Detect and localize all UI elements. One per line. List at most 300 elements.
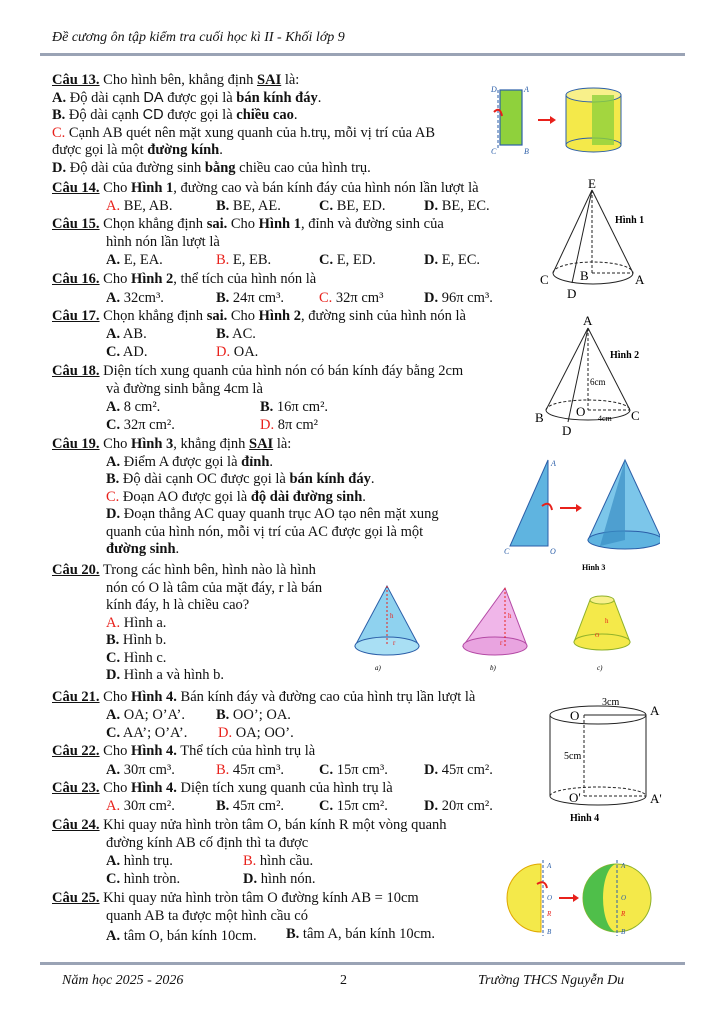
opt-text: 32π cm³: [332, 290, 384, 306]
triangle-shape: [510, 460, 548, 546]
question-17: [52, 308, 466, 326]
cylinder-bottom-back: [550, 787, 646, 796]
opt-bold: đường sinh: [106, 541, 176, 557]
q-text: đường kính AB cố định thì ta được: [106, 834, 309, 851]
q-text: nón có O là tâm của mặt đáy, r là bán: [106, 579, 323, 596]
label-c: C: [491, 147, 497, 156]
option-letter: B.: [52, 107, 66, 123]
q14-opt-b: [216, 198, 281, 216]
opt-text: Hình b.: [119, 632, 167, 648]
opt-text: Hình a và hình b.: [120, 667, 225, 683]
radius-label: r: [500, 639, 503, 647]
opt-text: 8 cm².: [120, 399, 161, 415]
q-text: , thể tích của hình nón là: [173, 271, 317, 287]
q-bold: Hình 3: [130, 436, 174, 452]
cylinder-figure-q13: [488, 80, 638, 160]
q22-opt-a: [106, 762, 175, 780]
q-text: , đỉnh và đường sinh của: [300, 216, 444, 232]
center-label: O: [595, 633, 600, 639]
frustum-bottom: [574, 634, 630, 650]
q-text: Cho: [227, 216, 259, 232]
q-bold: SAI: [249, 436, 274, 452]
option-letter: A.: [106, 326, 121, 342]
opt-text: hình trụ.: [120, 853, 173, 869]
opt-text: AC.: [229, 326, 256, 342]
q14-opt-c: [319, 198, 385, 216]
opt-text: Đoạn AO được gọi là: [119, 488, 251, 505]
q-bold: Hình 4.: [130, 689, 177, 705]
label-r: R: [547, 910, 552, 918]
opt-bold: độ dài đường sinh: [250, 488, 363, 505]
question-label: Câu 25.: [52, 890, 100, 906]
opt-text: Hình c.: [120, 649, 167, 666]
label-b: B: [547, 928, 552, 936]
label-a: A: [524, 85, 529, 94]
answer-letter: C.: [106, 488, 120, 505]
opt-text: 32π cm².: [120, 417, 175, 433]
option-letter: C.: [319, 762, 334, 778]
q24-opt-a: [106, 853, 173, 871]
opt-text: AD.: [120, 344, 148, 360]
height-label: 5cm: [564, 751, 582, 762]
opt-text: 16π cm².: [273, 399, 329, 415]
footer-school: Trường THCS Nguyễn Du: [478, 973, 625, 988]
q22-opt-d: [424, 762, 493, 780]
q-text: , đường sinh của hình nón là: [300, 308, 466, 324]
opt-text: OO’; OA.: [229, 707, 291, 723]
opt-text: 24π cm³.: [229, 290, 285, 306]
q-text: hình nón lần lượt là: [106, 233, 220, 250]
q17-opt-b: [216, 326, 256, 344]
q-text: , khẳng định: [173, 436, 249, 452]
q-bold: Hình 1: [258, 216, 301, 232]
label-a: A: [583, 313, 593, 328]
opt-text: CD: [142, 107, 164, 123]
answer-letter: D.: [260, 417, 275, 433]
q25-opt-a: [106, 928, 257, 946]
option-letter: C.: [319, 798, 334, 814]
opt-text: 20π cm².: [438, 798, 493, 814]
radius-label: 4cm: [598, 414, 612, 423]
question-19: [52, 436, 482, 559]
cone-edge: [592, 190, 633, 273]
q-text: là:: [273, 436, 292, 452]
q17-opt-a: [106, 326, 147, 344]
cone-base-front: [553, 273, 633, 284]
question-label: Câu 21.: [52, 689, 100, 705]
question-label: Câu 19.: [52, 436, 100, 452]
answer-letter: B.: [216, 762, 230, 778]
option-letter: C.: [106, 344, 121, 360]
q14-opt-a: [106, 198, 172, 216]
answer-letter: A.: [106, 798, 121, 814]
q18-opt-c: [106, 417, 175, 435]
opt-text: hình cầu.: [256, 853, 314, 869]
question-20: [52, 562, 322, 685]
opt-bold: chiều cao: [236, 107, 294, 123]
opt-text: được gọi là: [163, 107, 237, 123]
inner-rectangle: [592, 95, 614, 145]
option-letter: B.: [286, 926, 300, 942]
option-letter: B.: [216, 290, 230, 306]
option-letter: B.: [216, 326, 230, 342]
height-label: h: [508, 612, 512, 620]
shapes-figure-q20: [345, 578, 645, 673]
opt-text: E, ED.: [333, 252, 376, 268]
opt-text: 30π cm³.: [120, 762, 175, 778]
opt-text: 30π cm².: [120, 798, 175, 814]
opt-text: OA; O’A’.: [120, 707, 185, 723]
option-letter: A.: [106, 399, 121, 415]
question-label: Câu 24.: [52, 817, 100, 833]
q15-opt-b: [216, 252, 271, 270]
option-letter: D.: [52, 159, 67, 176]
opt-text: 32cm³.: [120, 290, 164, 306]
opt-text: tâm O, bán kính 10cm.: [120, 928, 257, 944]
footer-year: Năm học 2025 - 2026: [62, 973, 184, 988]
question-15: [52, 216, 444, 251]
q-bold: Hình 4.: [130, 780, 177, 796]
question-label: Câu 20.: [52, 562, 100, 578]
opt-text: Hình a.: [120, 614, 167, 631]
cone-figure-3: [500, 448, 660, 573]
q25-opt-b: [286, 926, 435, 944]
label-o: O: [570, 708, 580, 723]
label-a: A: [547, 862, 552, 870]
label-r: R: [621, 910, 626, 918]
answer-letter: C.: [319, 290, 333, 306]
opt-text: BE, EC.: [438, 198, 490, 214]
q-text: Cho: [227, 308, 259, 324]
option-letter: B.: [216, 798, 230, 814]
question-label: Câu 18.: [52, 363, 100, 379]
opt-text: E, EB.: [229, 252, 272, 268]
q-text: Diện tích xung quanh của hình nón có bán kính đáy bằng 2cm: [99, 363, 464, 379]
arrow-head-icon: [573, 894, 579, 902]
label-e: E: [588, 178, 596, 191]
opt-text: quanh của hình nón, mỗi vị trí của AC được gọi là một: [106, 523, 424, 540]
q-text: Chọn khẳng định: [99, 308, 207, 324]
q17-opt-d: [216, 344, 258, 362]
label-o2: O': [569, 790, 581, 805]
opt-text: .: [219, 142, 223, 158]
q15-opt-a: [106, 252, 163, 270]
opt-text: OA.: [230, 344, 259, 360]
answer-letter: A.: [106, 198, 121, 214]
radius-label: r: [393, 639, 396, 647]
opt-bold: bán kính đáy: [289, 471, 371, 487]
q18-opt-a: [106, 399, 160, 417]
label-o: O: [576, 404, 586, 419]
option-letter: C.: [106, 417, 121, 433]
q-text: Cho: [99, 271, 131, 287]
label-d: D: [567, 286, 577, 301]
answer-letter: B.: [243, 853, 257, 869]
q-text: Khi quay nửa hình tròn tâm O, bán kính R một vòng quanh: [99, 817, 447, 833]
question-label: Câu 15.: [52, 216, 100, 232]
opt-text: DA: [143, 89, 164, 106]
question-14: [52, 180, 479, 198]
q23-opt-a: [106, 798, 175, 816]
cone-figure-1: [535, 178, 685, 303]
label-c: C: [540, 272, 549, 287]
q22-opt-c: [319, 762, 388, 780]
opt-text: 15π cm².: [333, 798, 388, 814]
q23-opt-b: [216, 798, 284, 816]
caption-a: a): [375, 664, 381, 672]
opt-bold: bán kính đáy: [236, 89, 318, 106]
opt-text: Độ dài cạnh: [65, 107, 143, 123]
question-16: [52, 271, 316, 289]
opt-text: tâm A, bán kính 10cm.: [299, 926, 436, 942]
opt-text: 15π cm³.: [333, 762, 388, 778]
q-text: Cho: [99, 743, 131, 759]
q21-opt-c: [106, 725, 187, 743]
label-a: A: [621, 862, 626, 870]
q16-opt-d: [424, 290, 493, 308]
opt-text: .: [370, 471, 375, 487]
option-letter: C.: [106, 871, 121, 887]
option-letter: D.: [106, 506, 121, 522]
opt-text: Độ dài cạnh OC được gọi là: [119, 471, 290, 487]
figure-caption: Hình 4: [570, 813, 600, 824]
arrow-head-icon: [550, 116, 556, 124]
q-text: Cho: [99, 689, 131, 705]
label-o: O: [547, 894, 553, 902]
q-text: Khi quay nửa hình tròn tâm O đường kính AB = 10cm: [99, 890, 419, 906]
q-text: Bán kính đáy và đường cao của hình trụ lần lượt là: [176, 689, 476, 705]
opt-text: E, EC.: [438, 252, 480, 268]
option-letter: D.: [424, 798, 439, 814]
label-c: C: [504, 547, 510, 556]
cone-base-front: [546, 410, 630, 420]
cylinder-bottom-front: [550, 796, 646, 805]
opt-text: AA’; O’A’.: [120, 725, 188, 741]
q-bold: Hình 2: [130, 271, 174, 287]
label-b: B: [621, 928, 626, 936]
answer-letter: C.: [52, 124, 66, 141]
option-letter: D.: [243, 871, 258, 887]
q15-opt-c: [319, 252, 376, 270]
option-letter: B.: [106, 471, 120, 487]
answer-letter: A.: [106, 614, 121, 631]
height-label: 6cm: [590, 377, 606, 387]
height-label: h: [605, 617, 609, 625]
q21-opt-a: [106, 707, 185, 725]
figure-caption: Hình 2: [610, 350, 640, 361]
q-text: Thể tích của hình trụ là: [176, 743, 316, 759]
page-number: 2: [340, 973, 347, 988]
cone-edge: [546, 328, 588, 410]
opt-text: Cạnh AB quét nên mặt xung quanh của h.trụ, mỗi vị trí của AB: [65, 124, 435, 141]
opt-text: OA; OO’.: [232, 725, 294, 741]
caption-c: c): [597, 664, 603, 672]
question-25: [52, 890, 419, 925]
answer-letter: D.: [218, 725, 233, 741]
question-label: Câu 14.: [52, 180, 100, 196]
option-letter: C.: [106, 649, 121, 666]
q-bold: Hình 1: [130, 180, 174, 196]
label-b: B: [524, 147, 529, 156]
opt-text: .: [269, 453, 274, 470]
question-23: [52, 780, 393, 798]
q-text: Cho: [99, 180, 131, 196]
label-b: B: [580, 268, 589, 283]
option-letter: B.: [106, 632, 120, 648]
opt-text: .: [362, 488, 366, 505]
option-letter: C.: [106, 725, 121, 741]
q21-opt-b: [216, 707, 291, 725]
q-text: Trong các hình bên, hình nào là hình: [99, 562, 316, 578]
label-b: B: [535, 410, 544, 425]
frustum-top: [590, 596, 614, 604]
q-bold: Hình 4.: [130, 743, 177, 759]
option-letter: C.: [319, 198, 334, 214]
question-label: Câu 17.: [52, 308, 100, 324]
cone-edge: [588, 328, 630, 410]
q16-opt-b: [216, 290, 284, 308]
question-label: Câu 22.: [52, 743, 100, 759]
option-letter: A.: [106, 707, 121, 723]
label-o: O: [621, 894, 627, 902]
q-text: kính đáy, h là chiều cao?: [106, 597, 250, 613]
opt-text: 45π cm².: [229, 798, 285, 814]
q16-opt-c: [319, 290, 383, 308]
opt-text: 96π cm³.: [438, 290, 493, 306]
opt-bold: bằng: [204, 159, 236, 176]
opt-bold: đỉnh: [241, 453, 270, 470]
q-bold: SAI: [257, 72, 282, 88]
opt-text: BE, AE.: [229, 198, 281, 214]
opt-text: Đoạn thẳng AC quay quanh trục AO tạo nên mặt xung: [120, 506, 439, 522]
q16-opt-a: [106, 290, 164, 308]
q18-opt-b: [260, 399, 328, 417]
opt-text: BE, AB.: [120, 198, 173, 214]
question-22: [52, 743, 315, 761]
option-letter: B.: [260, 399, 274, 415]
arrow-head-icon: [576, 504, 582, 512]
opt-text: hình nón.: [257, 871, 316, 887]
q-text: Cho hình bên, khẳng định: [99, 72, 258, 88]
q21-opt-d: [218, 725, 294, 743]
q-bold: sai.: [206, 308, 228, 324]
option-letter: D.: [424, 290, 439, 306]
opt-text: .: [175, 541, 180, 557]
q22-opt-b: [216, 762, 284, 780]
caption-b: b): [490, 664, 496, 672]
q-text: , đường cao và bán kính đáy của hình nón lần lượt là: [173, 180, 479, 196]
opt-text: E, EA.: [120, 252, 163, 268]
option-letter: A.: [106, 928, 121, 944]
cone-b-base: [463, 637, 527, 655]
option-letter: A.: [52, 89, 67, 106]
option-letter: A.: [106, 853, 121, 869]
cone-figure-2: [532, 312, 682, 440]
q23-opt-d: [424, 798, 493, 816]
q-text: Cho: [99, 780, 131, 796]
figure-caption: Hình 3: [582, 563, 606, 572]
opt-text: Độ dài cạnh: [66, 89, 144, 106]
q24-opt-b: [243, 853, 313, 871]
label-a: A: [551, 459, 556, 468]
q24-opt-d: [243, 871, 316, 889]
q-text: Diện tích xung quanh của hình trụ là: [176, 780, 393, 796]
q-text: quanh AB ta được một hình cầu có: [106, 907, 308, 924]
header-rule: [40, 53, 685, 56]
opt-text: 45π cm³.: [229, 762, 285, 778]
option-letter: A.: [106, 252, 121, 268]
q-text: là:: [281, 72, 300, 88]
question-label: Câu 13.: [52, 72, 100, 88]
opt-bold: đường kính: [147, 142, 220, 158]
option-letter: D.: [106, 667, 121, 683]
opt-text: hình tròn.: [120, 871, 181, 887]
q18-opt-d: [260, 417, 318, 435]
height-label: h: [390, 612, 394, 620]
option-letter: B.: [216, 707, 230, 723]
q24-opt-c: [106, 871, 180, 889]
label-c: C: [631, 408, 640, 423]
label-a: A: [635, 272, 645, 287]
q-text: Cho: [99, 436, 131, 452]
label-o: O: [550, 547, 556, 556]
opt-text: BE, ED.: [333, 198, 386, 214]
cone-edge: [553, 190, 592, 273]
label-d: D: [491, 85, 497, 94]
q17-opt-c: [106, 344, 148, 362]
opt-text: .: [317, 89, 322, 106]
opt-text: 45π cm².: [438, 762, 493, 778]
q14-opt-d: [424, 198, 490, 216]
label-d: D: [562, 423, 572, 438]
rectangle-shape: [500, 90, 522, 145]
q15-opt-d: [424, 252, 480, 270]
question-label: Câu 23.: [52, 780, 100, 796]
label-a2: A': [650, 791, 662, 806]
q-text: và đường sinh bằng 4cm là: [106, 380, 263, 397]
opt-text: Điểm A được gọi là: [120, 453, 242, 470]
option-letter: A.: [106, 290, 121, 306]
question-label: Câu 16.: [52, 271, 100, 287]
question-18: [52, 363, 463, 398]
page-header: Đề cương ôn tập kiểm tra cuối học kì II - Khối lớp 9: [52, 30, 345, 45]
cylinder-figure-4: [540, 693, 685, 831]
sphere-figure-q24: [505, 858, 655, 940]
opt-text: 8π cm²: [274, 417, 318, 433]
q-bold: Hình 2: [258, 308, 301, 324]
cone-base-back: [553, 262, 633, 273]
question-13: [52, 72, 435, 177]
option-letter: D.: [424, 762, 439, 778]
answer-letter: B.: [216, 252, 230, 268]
label-a: A: [650, 703, 660, 718]
opt-text: Độ dài của đường sinh: [66, 159, 205, 176]
question-24: [52, 817, 447, 852]
radius-label: 3cm: [602, 697, 620, 708]
opt-text: AB.: [120, 326, 147, 342]
option-letter: A.: [106, 762, 121, 778]
figure-caption: Hình 1: [615, 215, 645, 226]
option-letter: D.: [424, 198, 439, 214]
q23-opt-c: [319, 798, 388, 816]
footer-rule: [40, 962, 685, 965]
option-letter: A.: [106, 453, 121, 470]
half-disk: [507, 864, 541, 932]
option-letter: C.: [319, 252, 334, 268]
q-text: Chọn khẳng định: [99, 216, 207, 232]
q-bold: sai.: [206, 216, 228, 232]
opt-text: .: [293, 107, 298, 123]
